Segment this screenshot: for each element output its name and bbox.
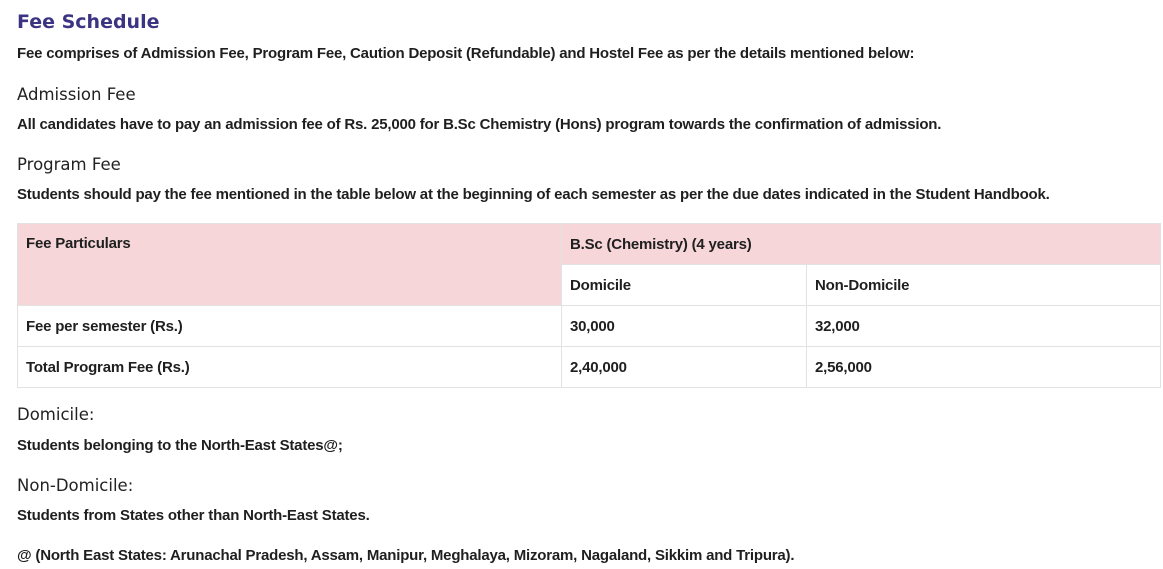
header-non-domicile: Non-Domicile xyxy=(807,265,1161,306)
domicile-heading: Domicile: xyxy=(17,405,95,424)
domicile-value: 30,000 xyxy=(562,306,807,347)
fee-table xyxy=(17,223,1161,388)
program-heading: Program Fee xyxy=(17,155,121,174)
header-program: B.Sc (Chemistry) (4 years) xyxy=(562,224,1161,265)
non-domicile-text: Students from States other than North-East States. xyxy=(17,507,370,524)
header-domicile: Domicile xyxy=(562,265,807,306)
non-domicile-value: 2,56,000 xyxy=(807,347,1161,388)
footnote: @ (North East States: Arunachal Pradesh, Assam, Manipur, Meghalaya, Mizoram, Nagaland, Sikkim and Tripura). xyxy=(17,547,795,564)
row-label: Total Program Fee (Rs.) xyxy=(18,347,562,388)
intro-text: Fee comprises of Admission Fee, Program Fee, Caution Deposit (Refundable) and Hostel Fee as per the details mentioned below: xyxy=(17,45,915,62)
page-title: Fee Schedule xyxy=(17,11,160,33)
table-row xyxy=(18,306,1161,347)
row-label: Fee per semester (Rs.) xyxy=(18,306,562,347)
domicile-value: 2,40,000 xyxy=(562,347,807,388)
header-fee-particulars: Fee Particulars xyxy=(18,224,562,306)
non-domicile-value: 32,000 xyxy=(807,306,1161,347)
non-domicile-heading: Non-Domicile: xyxy=(17,476,134,495)
admission-text: All candidates have to pay an admission fee of Rs. 25,000 for B.Sc Chemistry (Hons) program towards the confirmation of admission. xyxy=(17,116,942,133)
domicile-text: Students belonging to the North-East States@; xyxy=(17,437,343,454)
table-row xyxy=(18,347,1161,388)
admission-heading: Admission Fee xyxy=(17,85,136,104)
program-text: Students should pay the fee mentioned in the table below at the beginning of each semester as per the due dates indicated in the Student Handbook. xyxy=(17,186,1050,203)
